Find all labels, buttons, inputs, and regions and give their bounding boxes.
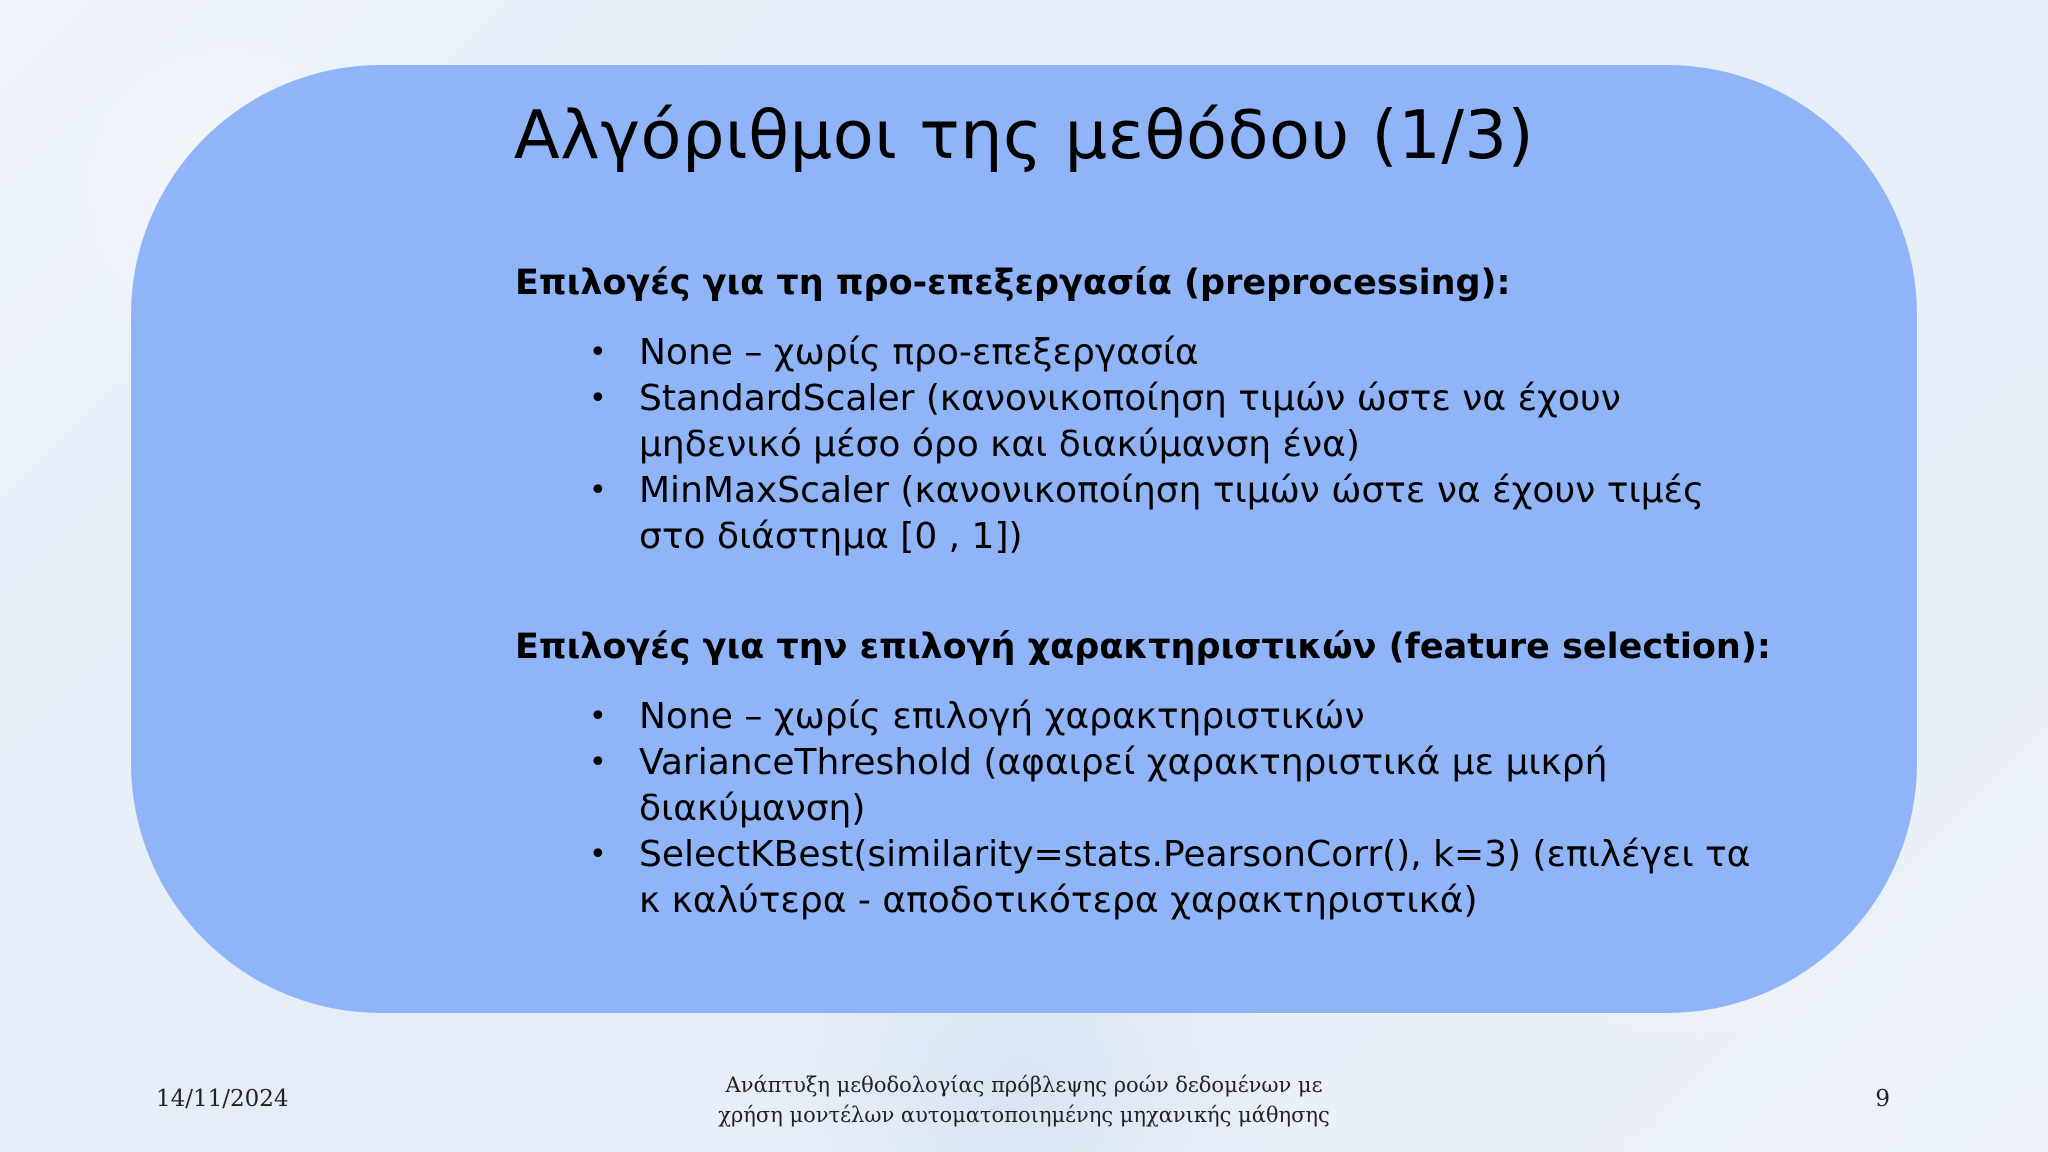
- list-item: [589, 832, 1775, 924]
- bullet-icon: •: [589, 699, 607, 734]
- page-number: 9: [1875, 1086, 1890, 1112]
- section-heading: Επιλογές για την επιλογή χαρακτηριστικών (feature selection):: [515, 627, 1771, 667]
- list-item-text: None – χωρίς προ-επεξεργασία: [639, 332, 1199, 373]
- slide-title: Αλγόριθμοι της μεθόδου (1/3): [513, 96, 1535, 174]
- bullet-icon: •: [589, 837, 607, 872]
- bullet-list: [515, 330, 1775, 560]
- bullet-list: [515, 694, 1775, 924]
- section-preprocessing: [515, 258, 1775, 560]
- list-item: [589, 694, 1775, 740]
- bullet-icon: •: [589, 473, 607, 508]
- footer-title-line: χρήση μοντέλων αυτοματοποιημένης μηχανικής μάθησης: [718, 1103, 1330, 1127]
- list-item-text: MinMaxScaler (κανονικοποίηση τιμών ώστε να έχουν τιμές στο διάστημα [0 , 1]): [639, 470, 1705, 557]
- slide-content: [515, 258, 1775, 924]
- footer-title-line: Ανάπτυξη μεθοδολογίας πρόβλεψης ροών δεδομένων με: [725, 1073, 1323, 1097]
- list-item: [589, 740, 1775, 832]
- list-item-text: VarianceThreshold (αφαιρεί χαρακτηριστικά με μικρή διακύμανση): [639, 742, 1608, 829]
- list-item: [589, 330, 1775, 376]
- bullet-icon: •: [589, 335, 607, 370]
- list-item-text: StandardScaler (κανονικοποίηση τιμών ώστε να έχουν μηδενικό μέσο όρο και διακύμανση ένα): [639, 378, 1621, 465]
- bullet-icon: •: [589, 745, 607, 780]
- list-item: [589, 376, 1775, 468]
- footer-title: [620, 1070, 1428, 1130]
- list-item-text: SelectKBest(similarity=stats.PearsonCorr(), k=3) (επιλέγει τα κ καλύτερα - αποδοτικότερα χαρακτηριστικά): [639, 834, 1751, 921]
- section-feature-selection: [515, 622, 1775, 924]
- section-heading: Επιλογές για τη προ-επεξεργασία (preprocessing):: [515, 263, 1511, 303]
- list-item-text: None – χωρίς επιλογή χαρακτηριστικών: [639, 696, 1365, 737]
- list-item: [589, 468, 1775, 560]
- footer-date: 14/11/2024: [156, 1086, 289, 1112]
- bullet-icon: •: [589, 381, 607, 416]
